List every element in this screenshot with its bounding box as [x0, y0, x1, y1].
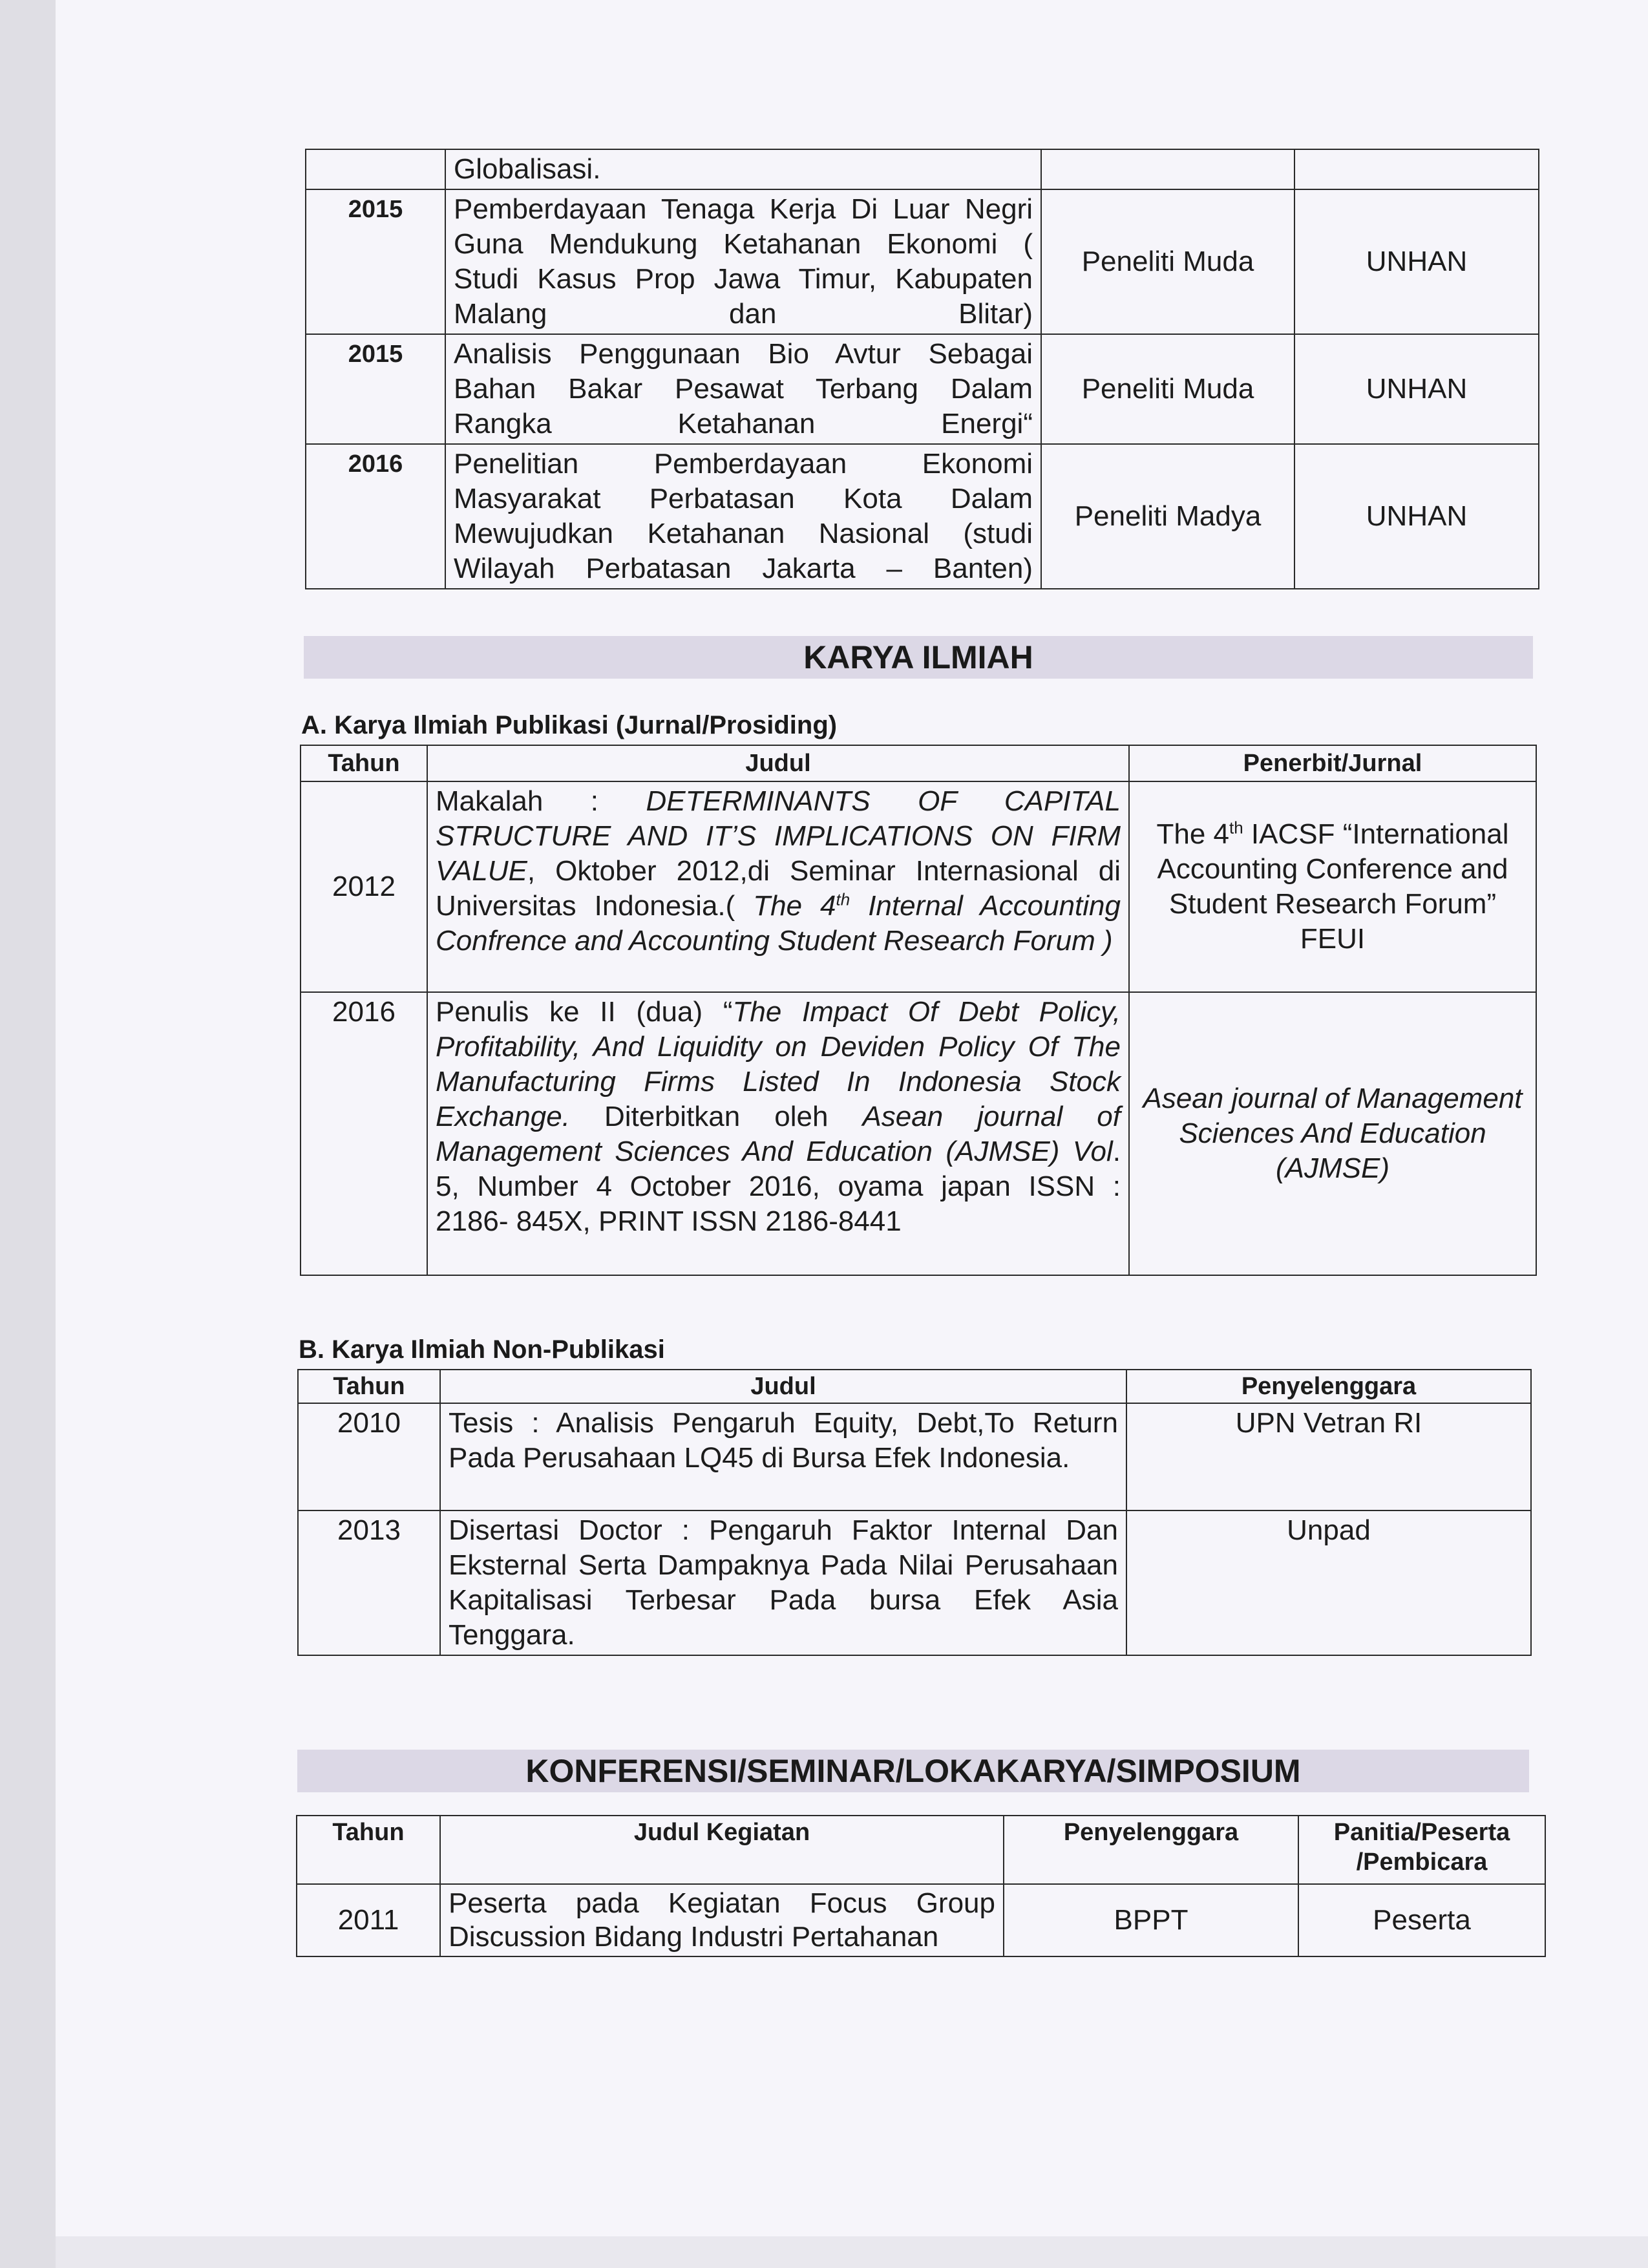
superscript: th: [836, 889, 850, 909]
year-cell: 2010: [298, 1403, 440, 1510]
col-header-judul: Judul: [440, 1370, 1126, 1403]
judul-text: , Oktober 2012,di Seminar Internasional di Universitas Indonesia.(: [436, 855, 1121, 922]
section-heading-konferensi: KONFERENSI/SEMINAR/LOKAKARYA/SIMPOSIUM: [297, 1750, 1529, 1792]
research-table: [305, 149, 1539, 589]
publikasi-table: [300, 745, 1537, 1276]
scan-bottom-margin: [56, 2236, 1648, 2268]
judul-cell: [427, 992, 1129, 1275]
judul-italic-text: The Impact Of Debt Policy, Profitability, And Liquidity on Deviden Policy Of The Manufacturing Firms Listed In Indonesia Stock Exchange.: [436, 996, 1121, 1132]
table-row: [306, 149, 1539, 189]
judul-cell: Tesis : Analisis Pengaruh Equity, Debt,To Return Pada Perusahaan LQ45 di Bursa Efek Indonesia.: [440, 1403, 1126, 1510]
col-header-peran: Panitia/Peserta /Pembicara: [1298, 1816, 1545, 1884]
table-row: [298, 1403, 1531, 1510]
institution-cell: UNHAN: [1294, 334, 1539, 444]
penerbit-cell: Asean journal of Management Sciences And Education (AJMSE): [1129, 992, 1536, 1275]
role-cell: Peneliti Muda: [1041, 334, 1294, 444]
judul-text: . 5, Number 4 October 2016, oyama japan ISSN : 2186- 845X, PRINT ISSN 2186-8441: [436, 1136, 1121, 1237]
table-row: [306, 334, 1539, 444]
year-cell: 2012: [301, 781, 427, 992]
judul-italic-text: The 4: [753, 890, 836, 922]
institution-cell: UNHAN: [1294, 444, 1539, 589]
judul-cell: [427, 781, 1129, 992]
year-cell: [306, 149, 445, 189]
penerbit-text: IACSF “International Accounting Conference and Student Research Forum” FEUI: [1157, 818, 1509, 955]
non-publikasi-table: [297, 1369, 1532, 1656]
peran-cell: Peserta: [1298, 1884, 1545, 1956]
table-header-row: [297, 1816, 1545, 1884]
year-cell: 2016: [306, 444, 445, 589]
table-row: [301, 781, 1536, 992]
title-cell: Penelitian Pemberdayaan Ekonomi Masyarakat Perbatasan Kota Dalam Mewujudkan Ketahanan Nasional (studi Wilayah Perbatasan Jakarta – Banten): [445, 444, 1041, 589]
judul-italic-text: DETERMINANTS OF CAPITAL STRUCTURE AND IT’S IMPLICATIONS ON FIRM VALUE: [436, 785, 1121, 887]
institution-cell: UNHAN: [1294, 189, 1539, 334]
col-header-penyelenggara: Penyelenggara: [1004, 1816, 1298, 1884]
section-heading-karya-ilmiah: KARYA ILMIAH: [304, 636, 1533, 679]
subheading-publikasi: A. Karya Ilmiah Publikasi (Jurnal/Prosiding): [301, 711, 838, 739]
judul-text: Makalah :: [436, 785, 646, 817]
judul-cell: Disertasi Doctor : Pengaruh Faktor Internal Dan Eksternal Serta Dampaknya Pada Nilai Perusahaan Kapitalisasi Terbesar Pada bursa Efek Asia Tenggara.: [440, 1510, 1126, 1655]
table-row: [301, 992, 1536, 1275]
year-cell: 2013: [298, 1510, 440, 1655]
table-row: [298, 1510, 1531, 1655]
col-header-tahun: Tahun: [297, 1816, 440, 1884]
table-row: [306, 189, 1539, 334]
judul-kegiatan-cell: Peserta pada Kegiatan Focus Group Discussion Bidang Industri Pertahanan: [440, 1884, 1004, 1956]
year-cell: 2016: [301, 992, 427, 1275]
year-cell: 2011: [297, 1884, 440, 1956]
penyelenggara-cell: UPN Vetran RI: [1126, 1403, 1531, 1510]
penyelenggara-cell: BPPT: [1004, 1884, 1298, 1956]
judul-italic-text: Internal Accounting Confrence and Accounting Student Research Forum ): [436, 890, 1121, 957]
col-header-judul-kegiatan: Judul Kegiatan: [440, 1816, 1004, 1884]
scan-left-margin: [0, 0, 56, 2268]
title-cell: Pemberdayaan Tenaga Kerja Di Luar Negri Guna Mendukung Ketahanan Ekonomi ( Studi Kasus Prop Jawa Timur, Kabupaten Malang dan Blitar): [445, 189, 1041, 334]
role-cell: [1041, 149, 1294, 189]
konferensi-table: [296, 1815, 1546, 1957]
role-cell: Peneliti Madya: [1041, 444, 1294, 589]
role-cell: Peneliti Muda: [1041, 189, 1294, 334]
table-header-row: [298, 1370, 1531, 1403]
superscript: th: [1229, 818, 1243, 838]
table-header-row: [301, 745, 1536, 781]
penerbit-cell: [1129, 781, 1536, 992]
judul-italic-text: Asean journal of Management Sciences And Education (AJMSE) Vol: [436, 1101, 1121, 1167]
col-header-tahun: Tahun: [301, 745, 427, 781]
institution-cell: [1294, 149, 1539, 189]
col-header-penyelenggara: Penyelenggara: [1126, 1370, 1531, 1403]
col-header-judul: Judul: [427, 745, 1129, 781]
penerbit-text: The 4: [1156, 818, 1229, 850]
col-header-tahun: Tahun: [298, 1370, 440, 1403]
judul-text: Penulis ke II (dua) “: [436, 996, 733, 1028]
year-cell: 2015: [306, 189, 445, 334]
penyelenggara-cell: Unpad: [1126, 1510, 1531, 1655]
year-cell: 2015: [306, 334, 445, 444]
title-cell: Analisis Penggunaan Bio Avtur Sebagai Bahan Bakar Pesawat Terbang Dalam Rangka Ketahanan Energi“: [445, 334, 1041, 444]
table-row: [297, 1884, 1545, 1956]
col-header-penerbit: Penerbit/Jurnal: [1129, 745, 1536, 781]
subheading-non-publikasi: B. Karya Ilmiah Non-Publikasi: [299, 1335, 665, 1364]
judul-text: Diterbitkan oleh: [569, 1101, 863, 1132]
title-cell: Globalisasi.: [445, 149, 1041, 189]
table-row: [306, 444, 1539, 589]
